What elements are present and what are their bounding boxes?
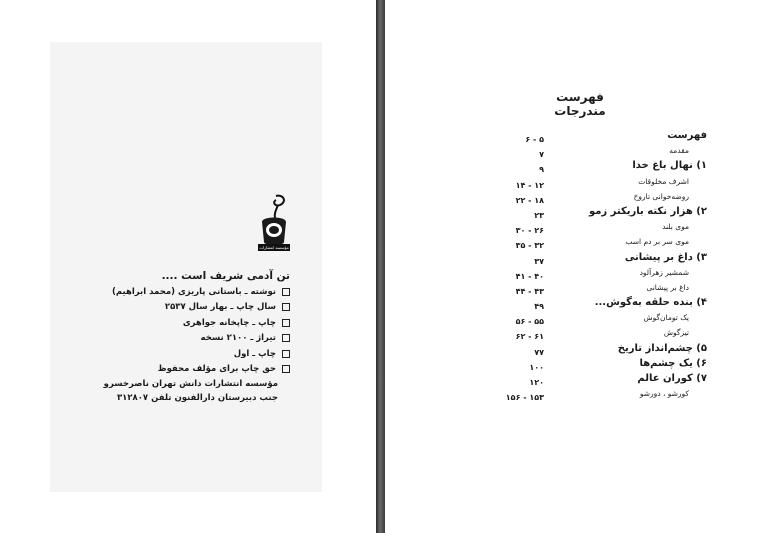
toc-subentry: تیزگوش xyxy=(663,328,689,338)
toc-subentry: موی بلند xyxy=(662,222,689,232)
toc-page-number: ۴۹ xyxy=(534,302,544,312)
publisher-logo xyxy=(254,192,294,257)
toc-page-number: ۱۲ - ۱۴ xyxy=(515,180,544,190)
toc-page-number: ۲۶ - ۳۰ xyxy=(515,226,544,236)
toc-chapter: ۱) نهال باغ خدا xyxy=(632,160,707,172)
toc-subentry: کورشو ، دورشو xyxy=(639,389,689,399)
toc-page-number: ۱۸ - ۲۲ xyxy=(515,195,544,205)
toc-page-number: ۲۳ xyxy=(534,210,544,220)
imprint-line: نوشته ـ باستانی پاریزی (محمد ابراهیم) xyxy=(130,284,290,300)
imprint-line: چاپ ـ چاپخانه جواهری xyxy=(130,315,290,331)
checkbox-icon xyxy=(282,288,290,296)
toc-page-number: ۳۲ - ۳۵ xyxy=(515,241,544,251)
toc-page-number: ۵۵ - ۵۶ xyxy=(515,317,544,327)
toc-page-number: ۱۵۳ - ۱۵۶ xyxy=(505,393,544,403)
toc-subentry: یک تومان‌گوش xyxy=(643,313,689,323)
toc-chapter: ۴) بنده حلقه به‌گوش... xyxy=(594,297,707,309)
toc-page-number: ۷۷ xyxy=(534,347,544,357)
toc-chapter: ۵) چشم‌انداز تاریخ xyxy=(617,342,707,354)
toc-chapter: ۲) هزار نکته باریکتر زمو xyxy=(588,205,707,217)
imprint-block xyxy=(103,268,290,405)
toc-entries xyxy=(560,128,707,401)
imprint-line: تیراژ ـ ۲۱۰۰ نسخه xyxy=(130,331,290,347)
toc-page-number: ۵ - ۶ xyxy=(525,135,544,144)
imprint-line: چاپ ـ اول xyxy=(130,346,290,362)
imprint-line: سال چاپ ـ بهار سال ۲۵۳۷ xyxy=(130,300,290,316)
toc-subentry: موی سر بر دم اسب xyxy=(625,237,689,247)
imprint-title: تن آدمی شریف است .... xyxy=(161,270,290,282)
toc-page-numbers xyxy=(474,132,544,405)
toc-page-number: ۹ xyxy=(539,165,544,175)
toc-subentry: داغ بر پیشانی xyxy=(646,282,689,292)
toc-page-number: ۳۷ xyxy=(534,256,544,266)
toc-subentry: شمشیر زهرآلود xyxy=(639,267,689,277)
toc-page-number: ۱۰۰ xyxy=(529,362,544,372)
publisher-address: جنب دبیرستان دارالفنون تلفن ۳۱۲۸۰۷ xyxy=(116,393,278,403)
left-page xyxy=(50,42,322,492)
toc-page-number: ۴۳ - ۴۴ xyxy=(515,286,544,296)
checkbox-icon xyxy=(282,319,290,327)
toc-page-number: ۱۲۰ xyxy=(529,378,544,387)
publisher-address: مؤسسه انتشارات دانش تهران ناصرخسرو xyxy=(103,379,278,389)
logo-caption: مؤسسه انتشارات دانش xyxy=(259,245,289,257)
toc-chapter: ۶) یک چشم‌ها xyxy=(639,357,707,369)
toc-subentry: روضه‌خوانی تاروخ xyxy=(633,191,689,201)
toc-chapter: فهرست xyxy=(667,130,707,141)
toc-subentry: مقدمه xyxy=(669,146,689,156)
checkbox-icon xyxy=(282,365,290,373)
imprint-line: حق چاپ برای مؤلف محفوظ xyxy=(130,362,290,378)
toc-chapter: ۳) داغ بر پیشانی xyxy=(624,251,707,263)
toc-page-number: ۶۱ - ۶۲ xyxy=(515,332,544,342)
book-spine xyxy=(376,0,385,533)
toc-chapter: ۷) کوران عالم xyxy=(637,373,707,384)
toc-page-number: ۷ xyxy=(539,150,544,160)
checkbox-icon xyxy=(282,303,290,311)
toc-page-number: ۴۰ - ۴۱ xyxy=(515,271,544,281)
toc-title: فهرست مندرجات xyxy=(554,90,606,118)
toc-subentry: اشرف مخلوقات xyxy=(638,176,689,186)
checkbox-icon xyxy=(282,334,290,342)
checkbox-icon xyxy=(282,350,290,358)
